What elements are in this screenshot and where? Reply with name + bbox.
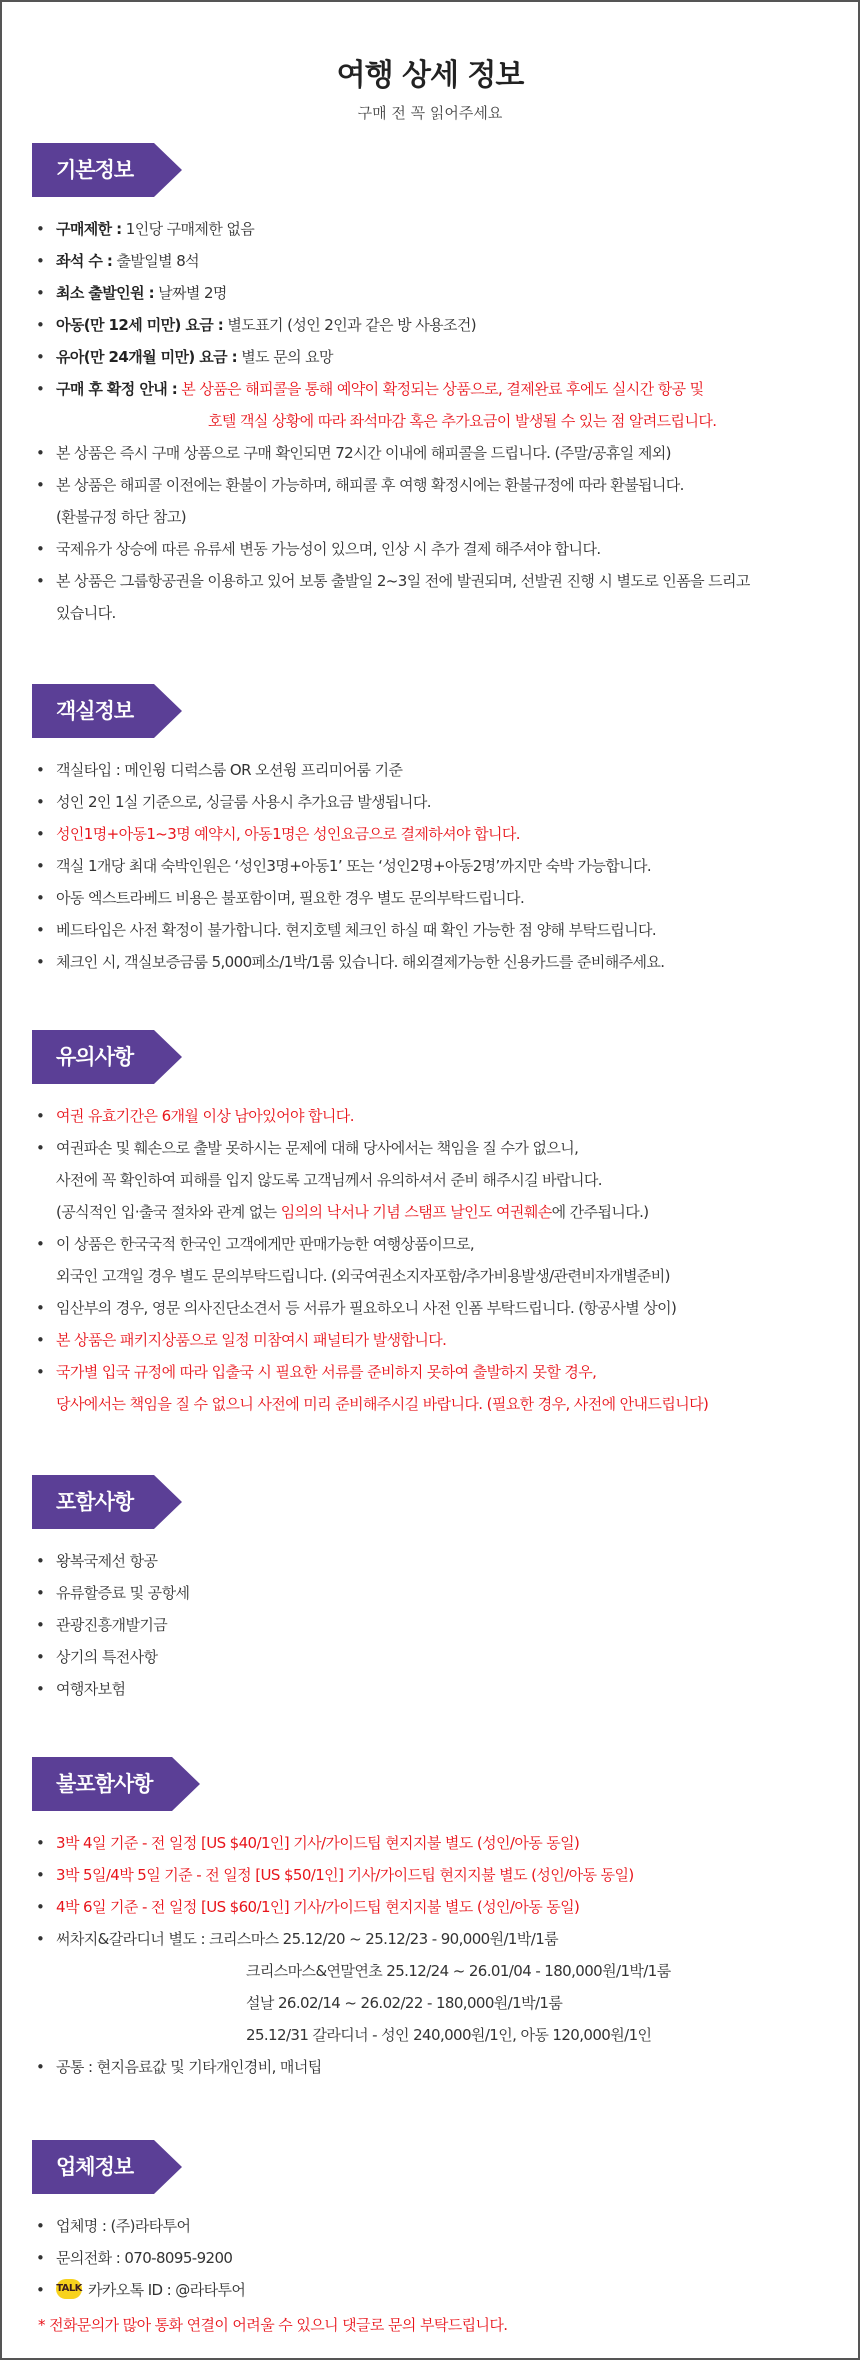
list-item: • 상기의 특전사항 xyxy=(36,1641,836,1673)
list-item: • 국제유가 상승에 따른 유류세 변동 가능성이 있으며, 인상 시 추가 결제 해주셔야 합니다. xyxy=(36,533,836,565)
list-item: • 객실 1개당 최대 숙박인원은 ‘성인3명+아동1’ 또는 ‘성인2명+아동2명’까지만 숙박 가능합니다. xyxy=(36,850,836,882)
section-tag xyxy=(32,143,182,197)
list-item: • 최소 출발인원 : 날짜별 2명 xyxy=(36,277,836,309)
list-item: • 여권파손 및 훼손으로 출발 못하시는 문제에 대해 당사에서는 책임을 질 수가 없으니, 사전에 꼭 확인하여 피해를 입지 않도록 고객님께서 유의하셔서 준비 해주시길 바랍니다. (공식적인 입·출국 절차와 관계 없는 임의의 낙서나 기념 스탬프 날인도 여권훼손에 간주됩니다.) xyxy=(36,1132,836,1228)
room-info-list xyxy=(36,754,836,978)
list-item: • 아동(만 12세 미만) 요금 : 별도표기 (성인 2인과 같은 방 사용조건) xyxy=(36,309,836,341)
contact-note: * 전화문의가 많아 통화 연결이 어려울 수 있으니 댓글로 문의 부탁드립니다. xyxy=(38,2316,508,2334)
notice-list xyxy=(36,1100,836,1420)
list-item: • 이 상품은 한국국적 한국인 고객에게만 판매가능한 여행상품이므로, 외국인 고객일 경우 별도 문의부탁드립니다. (외국여권소지자포함/추가비용발생/관련비자개별준비) xyxy=(36,1228,836,1292)
section-tag xyxy=(32,2140,182,2194)
basic-info-list xyxy=(36,213,836,629)
list-item: • 구매 후 확정 안내 : 본 상품은 해피콜을 통해 예약이 확정되는 상품으로, 결제완료 후에도 실시간 항공 및 호텔 객실 상황에 따라 좌석마감 혹은 추가요금이 발생될 수 있는 점 알려드립니다. xyxy=(36,373,836,437)
company-phone[interactable]: • 문의전화 : 070-8095-9200 xyxy=(36,2242,836,2274)
list-item: • 써차지&갈라디너 별도 : 크리스마스 25.12/20 ~ 25.12/23 - 90,000원/1박/1룸 크리스마스&연말연초 25.12/24 ~ 26.01/04 - 180,000원/1박/1룸 설날 26.02/14 ~ 26.02/22 - 180,000원/1박/1룸 25.12/31 갈라디너 - 성인 240,000원/1인, 아동 120,000원/1인 xyxy=(36,1923,836,2051)
list-item: • 국가별 입국 규정에 따라 입출국 시 필요한 서류를 준비하지 못하여 출발하지 못할 경우, 당사에서는 책임을 질 수 없으니 사전에 미리 준비해주시길 바랍니다. (필요한 경우, 사전에 안내드립니다) xyxy=(36,1356,836,1420)
list-item: • 베드타입은 사전 확정이 불가합니다. 현지호텔 체크인 하실 때 확인 가능한 점 양해 부탁드립니다. xyxy=(36,914,836,946)
excluded-list xyxy=(36,1827,836,2083)
section-title: 포함사항 xyxy=(56,1490,134,1514)
list-item: • 3박 5일/4박 5일 기준 - 전 일정 [US $50/1인] 기사/가이드팁 현지지불 별도 (성인/아동 동일) xyxy=(36,1859,836,1891)
list-item: • 임산부의 경우, 영문 의사진단소견서 등 서류가 필요하오니 사전 인폼 부탁드립니다. (항공사별 상이) xyxy=(36,1292,836,1324)
list-item: • 유류할증료 및 공항세 xyxy=(36,1577,836,1609)
list-item: • 성인 2인 1실 기준으로, 싱글룸 사용시 추가요금 발생됩니다. xyxy=(36,786,836,818)
list-item: • 체크인 시, 객실보증금룸 5,000페소/1박/1룸 있습니다. 해외결제가능한 신용카드를 준비해주세요. xyxy=(36,946,836,978)
section-tag xyxy=(32,1475,182,1529)
page-title: 여행 상세 정보 xyxy=(336,58,524,93)
list-item: • 왕복국제선 항공 xyxy=(36,1545,836,1577)
list-item: • 본 상품은 패키지상품으로 일정 미참여시 패널티가 발생합니다. xyxy=(36,1324,836,1356)
kakaotalk-icon: • TALK xyxy=(56,2279,82,2299)
section-title: 기본정보 xyxy=(56,158,134,182)
page-header xyxy=(0,50,860,123)
section-title: 객실정보 xyxy=(56,699,134,723)
list-item: • 관광진흥개발기금 xyxy=(36,1609,836,1641)
section-tag xyxy=(32,1757,182,1811)
list-item: • 객실타입 : 메인윙 디럭스룸 OR 오션윙 프리미어룸 기준 xyxy=(36,754,836,786)
list-item: • 본 상품은 그룹항공권을 이용하고 있어 보통 출발일 2~3일 전에 발권되며, 선발권 진행 시 별도로 인폼을 드리고 있습니다. xyxy=(36,565,836,629)
list-item: • 본 상품은 해피콜 이전에는 환불이 가능하며, 해피콜 후 여행 확정시에는 환불규정에 따라 환불됩니다. (환불규정 하단 참고) xyxy=(36,469,836,533)
list-item: • 여권 유효기간은 6개월 이상 남아있어야 합니다. xyxy=(36,1100,836,1132)
list-item: • 아동 엑스트라베드 비용은 불포함이며, 필요한 경우 별도 문의부탁드립니다. xyxy=(36,882,836,914)
list-item: • 유아(만 24개월 미만) 요금 : 별도 문의 요망 xyxy=(36,341,836,373)
company-name: • 업체명 : (주)라타투어 xyxy=(36,2210,836,2242)
section-title: 업체정보 xyxy=(56,2155,134,2179)
list-item: • 성인1명+아동1~3명 예약시, 아동1명은 성인요금으로 결제하셔야 합니다. xyxy=(36,818,836,850)
section-title: 유의사항 xyxy=(56,1045,134,1069)
list-item: • 3박 4일 기준 - 전 일정 [US $40/1인] 기사/가이드팁 현지지불 별도 (성인/아동 동일) xyxy=(36,1827,836,1859)
page-subtitle: 구매 전 꼭 읽어주세요 xyxy=(357,104,503,122)
company-info-list xyxy=(36,2210,836,2306)
list-item: • 4박 6일 기준 - 전 일정 [US $60/1인] 기사/가이드팁 현지지불 별도 (성인/아동 동일) xyxy=(36,1891,836,1923)
list-item: • 구매제한 : 1인당 구매제한 없음 xyxy=(36,213,836,245)
section-tag xyxy=(32,684,182,738)
section-title: 불포함사항 xyxy=(56,1772,153,1796)
list-item: • 좌석 수 : 출발일별 8석 xyxy=(36,245,836,277)
list-item: • 여행자보험 xyxy=(36,1673,836,1705)
included-list xyxy=(36,1545,836,1705)
list-item: • 본 상품은 즉시 구매 상품으로 구매 확인되면 72시간 이내에 해피콜을 드립니다. (주말/공휴일 제외) xyxy=(36,437,836,469)
section-tag xyxy=(32,1030,182,1084)
list-item: • 공통 : 현지음료값 및 기타개인경비, 매너팁 xyxy=(36,2051,836,2083)
company-kakao[interactable]: • TALK 카카오톡 ID : @라타투어 xyxy=(36,2274,836,2306)
